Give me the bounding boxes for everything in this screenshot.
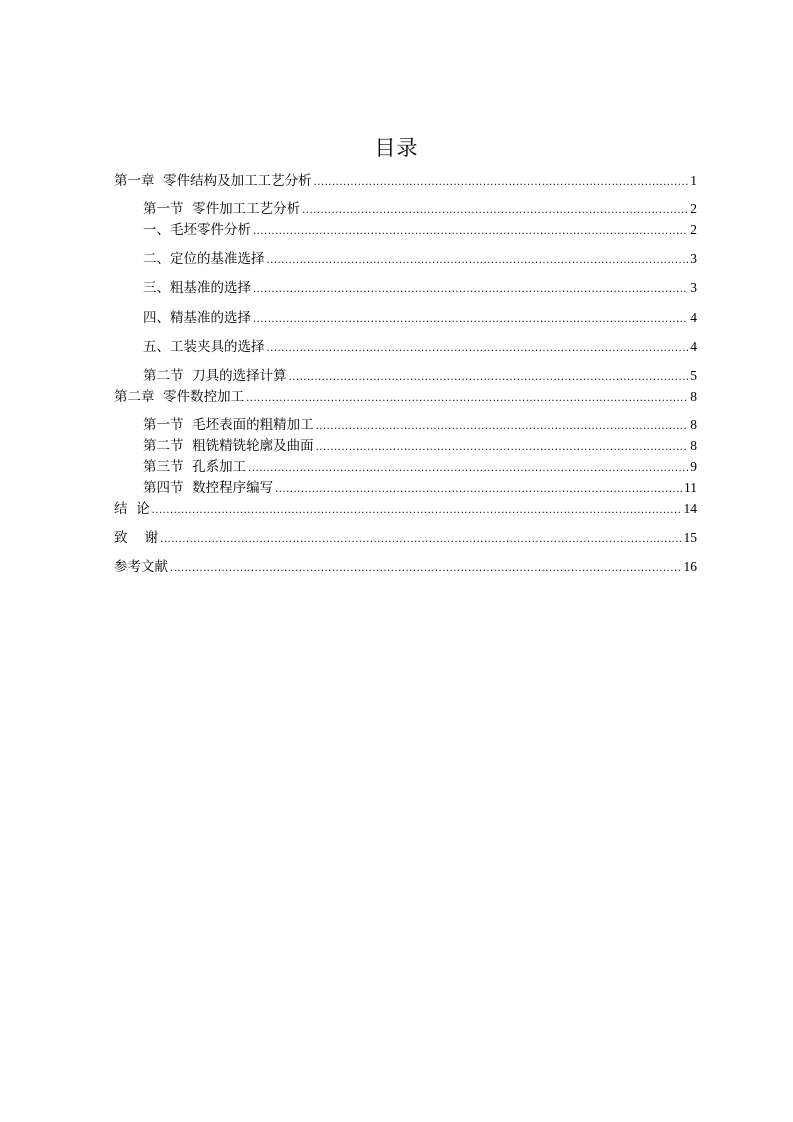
toc-entry-label: 第二节 粗铣精铣轮廓及曲面 xyxy=(143,438,314,454)
toc-entry-label: 一、毛坯零件分析 xyxy=(143,222,251,238)
toc-entry-label: 五、工装夹具的选择 xyxy=(143,339,265,355)
toc-entry-page: 8 xyxy=(690,438,697,453)
toc-entry-page: 2 xyxy=(690,201,697,216)
toc-entry-label: 第一章 零件结构及加工工艺分析 xyxy=(114,173,312,189)
toc-entry-label: 参考文献 xyxy=(114,559,168,575)
toc-leader-dots xyxy=(246,390,688,408)
toc-leader-dots xyxy=(314,174,689,192)
toc-entry-conclusion[interactable] xyxy=(114,500,697,520)
toc-entry-page: 9 xyxy=(690,459,697,474)
toc-leader-dots xyxy=(302,202,688,220)
toc-entry-page: 8 xyxy=(690,417,697,432)
toc-entry-acknowledgements[interactable] xyxy=(114,529,697,549)
toc-entry-page: 3 xyxy=(690,251,697,266)
toc-entry-page: 1 xyxy=(690,173,697,188)
toc-entry-subsection-2[interactable] xyxy=(143,250,697,270)
toc-entry-label: 四、精基准的选择 xyxy=(143,310,251,326)
toc-entry-label: 三、粗基准的选择 xyxy=(143,280,251,296)
toc-entry-page: 2 xyxy=(690,222,697,237)
toc-entry-section-1-1[interactable] xyxy=(143,200,697,220)
toc-entry-label: 第四节 数控程序编写 xyxy=(143,480,274,496)
toc-entry-page: 5 xyxy=(690,368,697,383)
toc-entry-subsection-3[interactable] xyxy=(143,279,697,299)
toc-entry-label: 致 谢 xyxy=(114,530,159,546)
toc-entry-page: 11 xyxy=(684,480,697,495)
toc-entry-page: 4 xyxy=(690,310,697,325)
toc-entry-subsection-1[interactable] xyxy=(143,221,697,241)
toc-entry-section-2-4[interactable] xyxy=(143,479,697,499)
toc-entry-section-2-1[interactable] xyxy=(143,416,697,436)
toc-entry-chapter-1[interactable] xyxy=(114,172,697,192)
toc-entry-label: 第二章 零件数控加工 xyxy=(114,389,245,405)
toc-entry-page: 14 xyxy=(683,501,697,516)
toc-entry-page: 15 xyxy=(683,530,697,545)
toc-title: 目录 xyxy=(374,136,419,160)
toc-leader-dots xyxy=(316,418,689,436)
toc-leader-dots xyxy=(253,281,688,299)
toc-entry-section-2-2[interactable] xyxy=(143,437,697,457)
toc-leader-dots xyxy=(267,252,689,270)
toc-entry-references[interactable] xyxy=(114,558,697,578)
toc-leader-dots xyxy=(248,460,688,478)
toc-leader-dots xyxy=(316,439,689,457)
toc-entry-section-1-2[interactable] xyxy=(143,367,697,387)
toc-entry-page: 4 xyxy=(690,339,697,354)
toc-entry-label: 第二节 刀具的选择计算 xyxy=(143,368,287,384)
toc-entry-label: 第一节 毛坯表面的粗精加工 xyxy=(143,417,314,433)
toc-leader-dots xyxy=(275,481,682,499)
toc-leader-dots xyxy=(170,560,682,578)
toc-leader-dots xyxy=(152,502,682,520)
toc-entry-chapter-2[interactable] xyxy=(114,388,697,408)
toc-leader-dots xyxy=(253,223,688,241)
toc-leader-dots xyxy=(253,311,688,329)
toc-entry-label: 第一节 零件加工工艺分析 xyxy=(143,201,301,217)
toc-entry-subsection-5[interactable] xyxy=(143,338,697,358)
toc-entry-page: 16 xyxy=(683,559,697,574)
toc-entry-page: 8 xyxy=(690,389,697,404)
toc-leader-dots xyxy=(289,369,689,387)
toc-entry-label: 第三节 孔系加工 xyxy=(143,459,247,475)
toc-entry-label: 结 论 xyxy=(114,501,150,517)
toc-entry-subsection-4[interactable] xyxy=(143,309,697,329)
toc-entry-page: 3 xyxy=(690,280,697,295)
toc-leader-dots xyxy=(267,340,689,358)
toc-entry-label: 二、定位的基准选择 xyxy=(143,251,265,267)
toc-leader-dots xyxy=(160,531,681,549)
toc-entry-section-2-3[interactable] xyxy=(143,458,697,478)
